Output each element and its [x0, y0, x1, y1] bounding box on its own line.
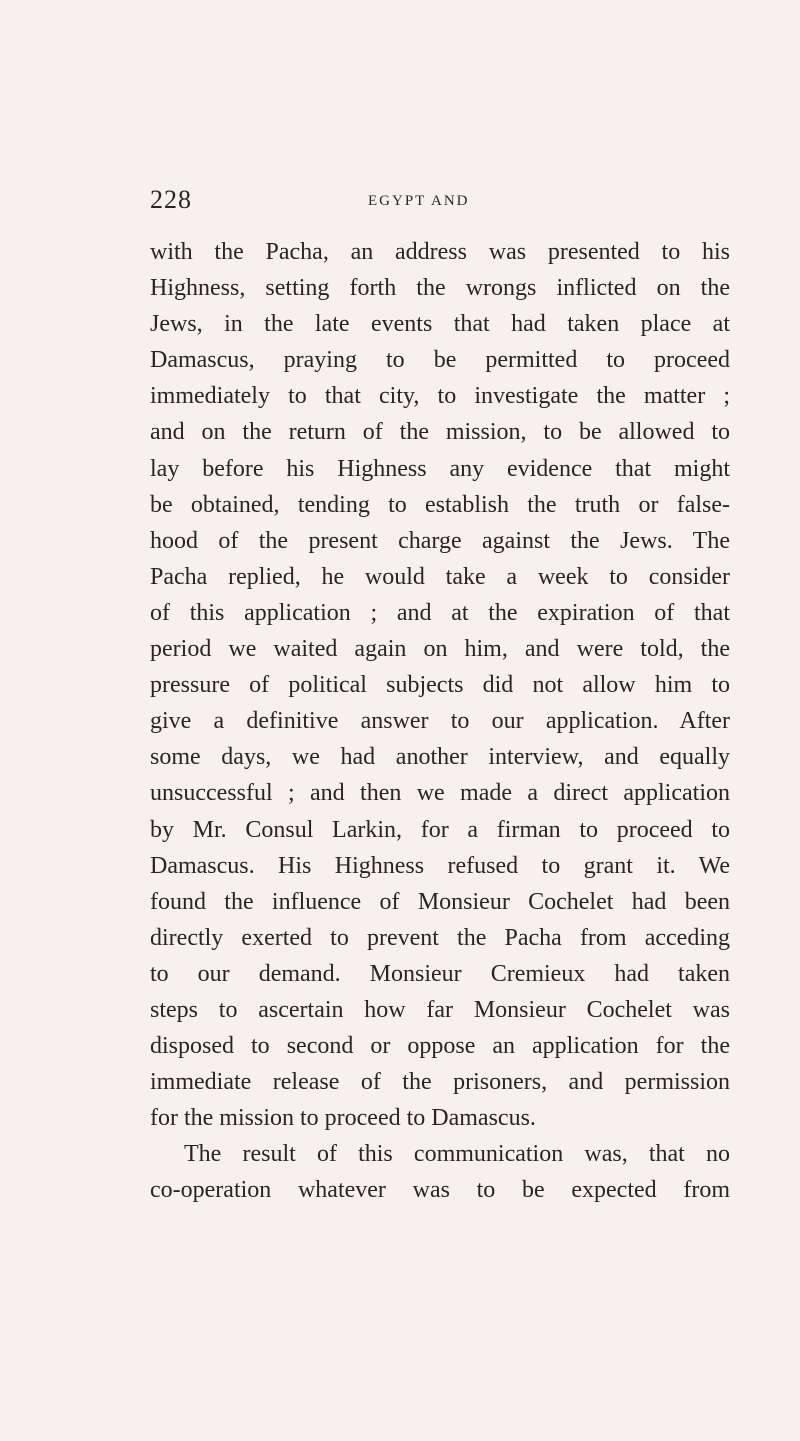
page-number: 228	[150, 185, 192, 214]
text-line: directly exerted to prevent the Pacha from acceding	[150, 924, 730, 951]
text-line: The result of this communication was, that no	[184, 1141, 730, 1168]
text-line: found the influence of Monsieur Cochelet had been	[150, 888, 730, 915]
text-line: unsuccessful ; and then we made a direct application	[150, 780, 730, 807]
text-line: give a definitive answer to our application. After	[150, 708, 730, 735]
text-line: Highness, setting forth the wrongs inflicted on the	[150, 275, 730, 302]
body-text	[150, 234, 730, 1209]
text-line: some days, we had another interview, and equally	[150, 744, 730, 771]
text-line: steps to ascertain how far Monsieur Cochelet was	[150, 996, 730, 1023]
page-header	[150, 185, 730, 221]
text-line: to our demand. Monsieur Cremieux had taken	[150, 960, 730, 987]
text-line: of this application ; and at the expiration of that	[150, 599, 730, 626]
text-line: Damascus, praying to be permitted to proceed	[150, 347, 730, 374]
text-line: by Mr. Consul Larkin, for a firman to proceed to	[150, 816, 730, 843]
text-line: co-operation whatever was to be expected from	[150, 1177, 730, 1204]
text-line: disposed to second or oppose an application for the	[150, 1033, 730, 1060]
text-line: with the Pacha, an address was presented to his	[150, 239, 730, 265]
text-line: pressure of political subjects did not allow him to	[150, 672, 730, 699]
text-line: hood of the present charge against the Jews. The	[150, 527, 730, 554]
text-line: period we waited again on him, and were told, the	[150, 636, 730, 663]
text-line: Pacha replied, he would take a week to consider	[150, 563, 730, 590]
text-line: immediately to that city, to investigate the matter ;	[150, 383, 730, 410]
text-line: Jews, in the late events that had taken place at	[150, 311, 730, 338]
text-line: immediate release of the prisoners, and permission	[150, 1069, 730, 1096]
text-line: and on the return of the mission, to be allowed to	[150, 419, 730, 446]
running-head: EGYPT AND	[368, 193, 470, 209]
text-line: be obtained, tending to establish the truth or false-	[150, 491, 730, 518]
text-line: lay before his Highness any evidence that might	[150, 455, 730, 482]
text-line: Damascus. His Highness refused to grant it. We	[150, 852, 730, 879]
text-line: for the mission to proceed to Damascus.	[150, 1105, 536, 1132]
